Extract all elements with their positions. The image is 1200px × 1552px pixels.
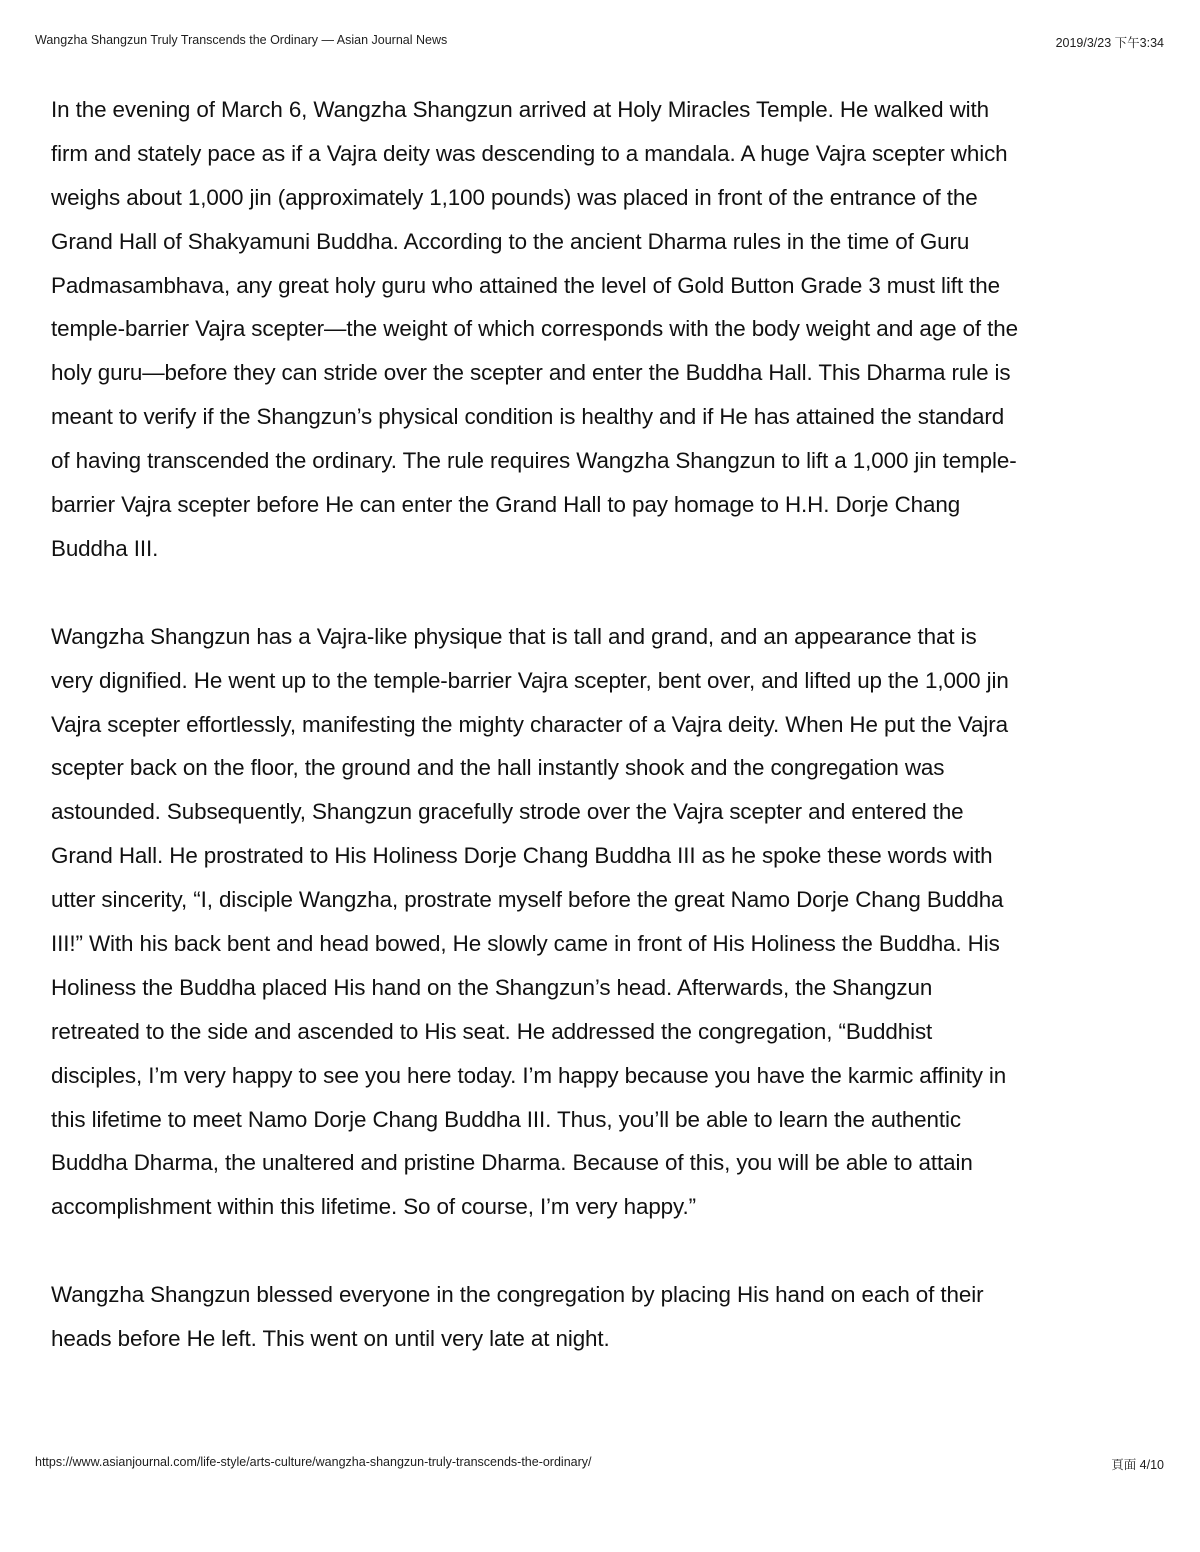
page-number: 頁面 4/10 (1111, 1458, 1164, 1472)
text-line: Wangzha Shangzun has a Vajra-like physique that is tall and grand, and an appearance that is (51, 623, 977, 649)
print-datetime: 2019/3/23 下午3:34 (1055, 36, 1164, 50)
text-line: temple-barrier Vajra scepter—the weight of which corresponds with the body weight and age of the (51, 316, 1018, 342)
text-line: Padmasambhava, any great holy guru who attained the level of Gold Button Grade 3 must lift the (51, 272, 1000, 298)
text-line: Buddha Dharma, the unaltered and pristine Dharma. Because of this, you will be able to attain (51, 1150, 973, 1176)
print-footer (0, 1455, 1200, 1473)
text-line: firm and stately pace as if a Vajra deity was descending to a mandala. A huge Vajra scepter which (51, 140, 1008, 166)
paragraph-arrival (51, 88, 1161, 571)
paragraph-scepter-lift (51, 615, 1161, 1229)
text-line: meant to verify if the Shangzun’s physical condition is healthy and if He has attained the standard (51, 404, 1005, 430)
text-line: Holiness the Buddha placed His hand on the Shangzun’s head. Afterwards, the Shangzun (51, 974, 933, 1000)
text-line: holy guru—before they can stride over the scepter and enter the Buddha Hall. This Dharma rule is (51, 360, 1011, 386)
text-line: weighs about 1,000 jin (approximately 1,100 pounds) was placed in front of the entrance of the (51, 184, 978, 210)
text-line: Grand Hall of Shakyamuni Buddha. According to the ancient Dharma rules in the time of Guru (51, 228, 970, 254)
article-body (51, 88, 1161, 1405)
document-title: Wangzha Shangzun Truly Transcends the Ordinary — Asian Journal News (35, 33, 448, 47)
text-line: Vajra scepter effortlessly, manifesting the mighty character of a Vajra deity. When He put the Vajra (51, 711, 1008, 737)
text-line: astounded. Subsequently, Shangzun gracefully strode over the Vajra scepter and entered the (51, 799, 964, 825)
print-header (0, 33, 1200, 51)
page-url: https://www.asianjournal.com/life-style/arts-culture/wangzha-shangzun-truly-transcends-the-ordinary/ (35, 1455, 592, 1469)
text-line: Buddha III. (51, 535, 159, 561)
text-line: scepter back on the floor, the ground and the hall instantly shook and the congregation was (51, 755, 945, 781)
text-line: Wangzha Shangzun blessed everyone in the congregation by placing His hand on each of their (51, 1282, 984, 1308)
paragraph-blessing (51, 1273, 1161, 1361)
text-line: of having transcended the ordinary. The rule requires Wangzha Shangzun to lift a 1,000 jin temple- (51, 448, 1017, 474)
text-line: heads before He left. This went on until very late at night. (51, 1326, 610, 1352)
text-line: accomplishment within this lifetime. So of course, I’m very happy.” (51, 1194, 696, 1220)
text-line: disciples, I’m very happy to see you here today. I’m happy because you have the karmic affinity in (51, 1062, 1007, 1088)
text-line: barrier Vajra scepter before He can enter the Grand Hall to pay homage to H.H. Dorje Chang (51, 492, 961, 518)
text-line: III!” With his back bent and head bowed, He slowly came in front of His Holiness the Buddha. His (51, 931, 1000, 957)
text-line: In the evening of March 6, Wangzha Shangzun arrived at Holy Miracles Temple. He walked with (51, 97, 989, 122)
text-line: very dignified. He went up to the temple-barrier Vajra scepter, bent over, and lifted up the 1,000 jin (51, 667, 1009, 693)
text-line: Grand Hall. He prostrated to His Holiness Dorje Chang Buddha III as he spoke these words with (51, 843, 993, 869)
text-line: utter sincerity, “I, disciple Wangzha, prostrate myself before the great Namo Dorje Chang Buddha (51, 887, 1004, 913)
text-line: this lifetime to meet Namo Dorje Chang Buddha III. Thus, you’ll be able to learn the authentic (51, 1106, 961, 1132)
text-line: retreated to the side and ascended to His seat. He addressed the congregation, “Buddhist (51, 1018, 933, 1044)
